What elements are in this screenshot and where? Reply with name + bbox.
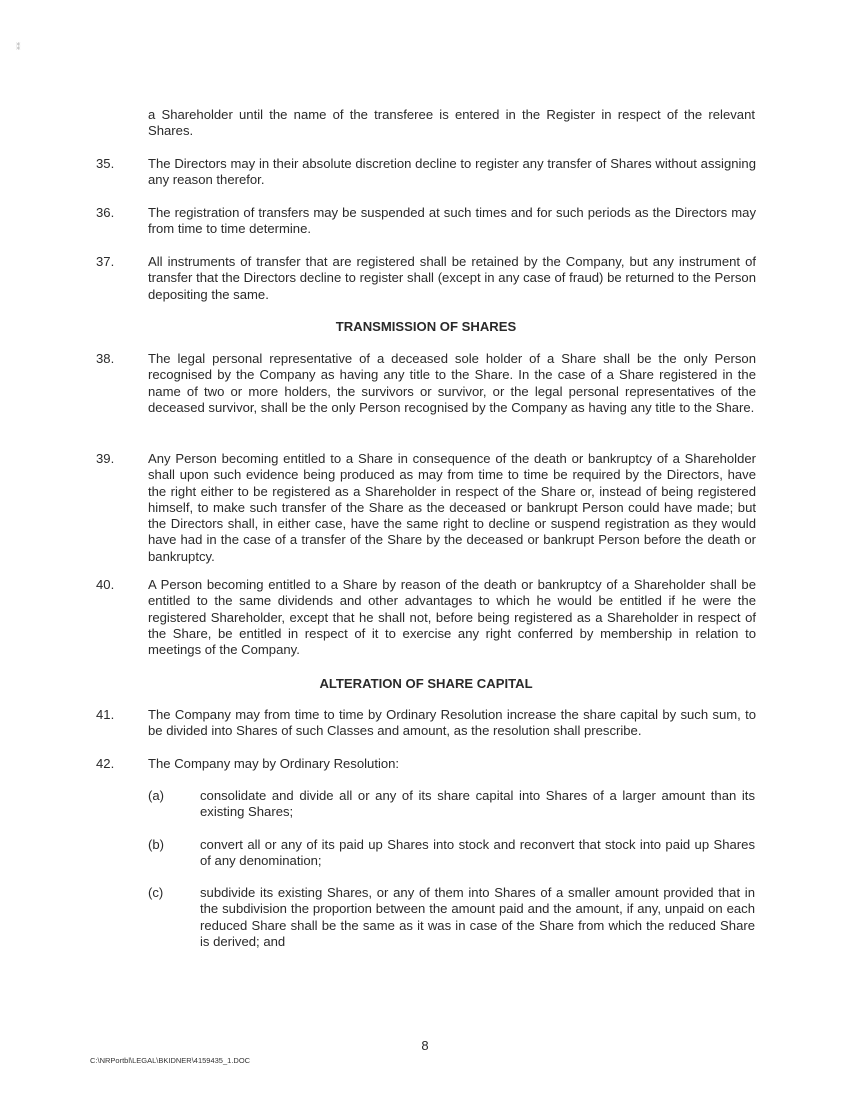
paragraph-text: All instruments of transfer that are registered shall be retained by the Company, but any instrument of transfer that the Directors decline to register shall (except in any case of fraud) be returned to the Person depositing the same.	[148, 254, 756, 302]
continuation-text: a Shareholder until the name of the transferee is entered in the Register in respect of the relevant Shares.	[148, 107, 755, 139]
paragraph-number: 35.	[96, 156, 115, 171]
page-number: 8	[421, 1038, 429, 1053]
paragraph-text: The legal personal representative of a deceased sole holder of a Share shall be the only Person recognised by the Company as having any title to the Share. In the case of a Share registered in the name of two or more holders, the survivors or survivor, or the legal personal representatives of the deceased survivor, shall be the only Person recognised by the Company as having any title to the Share.	[148, 351, 756, 415]
paragraph-41	[96, 707, 756, 740]
section-heading-alteration: ALTERATION OF SHARE CAPITAL	[319, 676, 533, 691]
subparagraph-text: consolidate and divide all or any of its share capital into Shares of a larger amount than its existing Shares;	[200, 788, 755, 820]
subparagraph-a	[148, 788, 755, 821]
section-heading-transmission: TRANSMISSION OF SHARES	[335, 319, 517, 334]
paragraph-number: 41.	[96, 707, 115, 722]
paragraph-text: The Company may by Ordinary Resolution:	[148, 756, 400, 771]
paragraph-40	[96, 577, 756, 658]
subparagraph-text: convert all or any of its paid up Shares into stock and reconvert that stock into paid up Shares of any denomination;	[200, 837, 755, 869]
paragraph-text: The Company may from time to time by Ordinary Resolution increase the share capital by such sum, to be divided into Shares of such Classes and amount, as the resolution shall prescribe.	[148, 707, 756, 739]
scan-artifact: ⁑	[16, 42, 21, 52]
paragraph-text: The registration of transfers may be suspended at such times and for such periods as the Directors may from time to time determine.	[148, 205, 756, 237]
paragraph-42	[96, 756, 756, 772]
subparagraph-label: (c)	[148, 885, 164, 900]
paragraph-36	[96, 205, 756, 238]
paragraph-number: 39.	[96, 451, 115, 466]
paragraph-35	[96, 156, 756, 189]
subparagraph-label: (a)	[148, 788, 165, 803]
paragraph-text: Any Person becoming entitled to a Share in consequence of the death or bankruptcy of a Shareholder shall upon such evidence being produced as may from time to time be required by the Directors, have the right either to be registered as a Shareholder in respect of the Share or, instead of being registered himself, to make such transfer of the Share as the deceased or bankrupt Person could have made; but the Directors shall, in either case, have the same right to decline or suspend registration as they would have had in the case of a transfer of the Share by the deceased or bankrupt Person before the death or bankruptcy.	[148, 451, 756, 564]
paragraph-text: The Directors may in their absolute discretion decline to register any transfer of Shares without assigning any reason therefor.	[148, 156, 756, 188]
paragraph-37	[96, 254, 756, 303]
subparagraph-label: (b)	[148, 837, 165, 852]
paragraph-number: 36.	[96, 205, 115, 220]
paragraph-38	[96, 351, 756, 416]
paragraph-number: 37.	[96, 254, 115, 269]
subparagraph-text: subdivide its existing Shares, or any of them into Shares of a smaller amount provided that in the subdivision the proportion between the amount paid and the amount, if any, unpaid on each reduced Share shall be the same as it was in case of the Share from which the reduced Share is derived; and	[200, 885, 755, 949]
subparagraph-c	[148, 885, 755, 950]
paragraph-number: 40.	[96, 577, 115, 592]
subparagraph-b	[148, 837, 755, 870]
footer-file-path: C:\NRPortbl\LEGAL\BKIDNER\4159435_1.DOC	[90, 1056, 251, 1065]
paragraph-text: A Person becoming entitled to a Share by reason of the death or bankruptcy of a Shareholder shall be entitled to the same dividends and other advantages to which he would be entitled if he were the registered Shareholder, except that he shall not, before being registered as a Shareholder in respect of the Share, be entitled in respect of it to exercise any right conferred by membership in relation to meetings of the Company.	[148, 577, 756, 658]
paragraph-number: 38.	[96, 351, 115, 366]
paragraph-39	[96, 451, 756, 565]
paragraph-number: 42.	[96, 756, 115, 771]
